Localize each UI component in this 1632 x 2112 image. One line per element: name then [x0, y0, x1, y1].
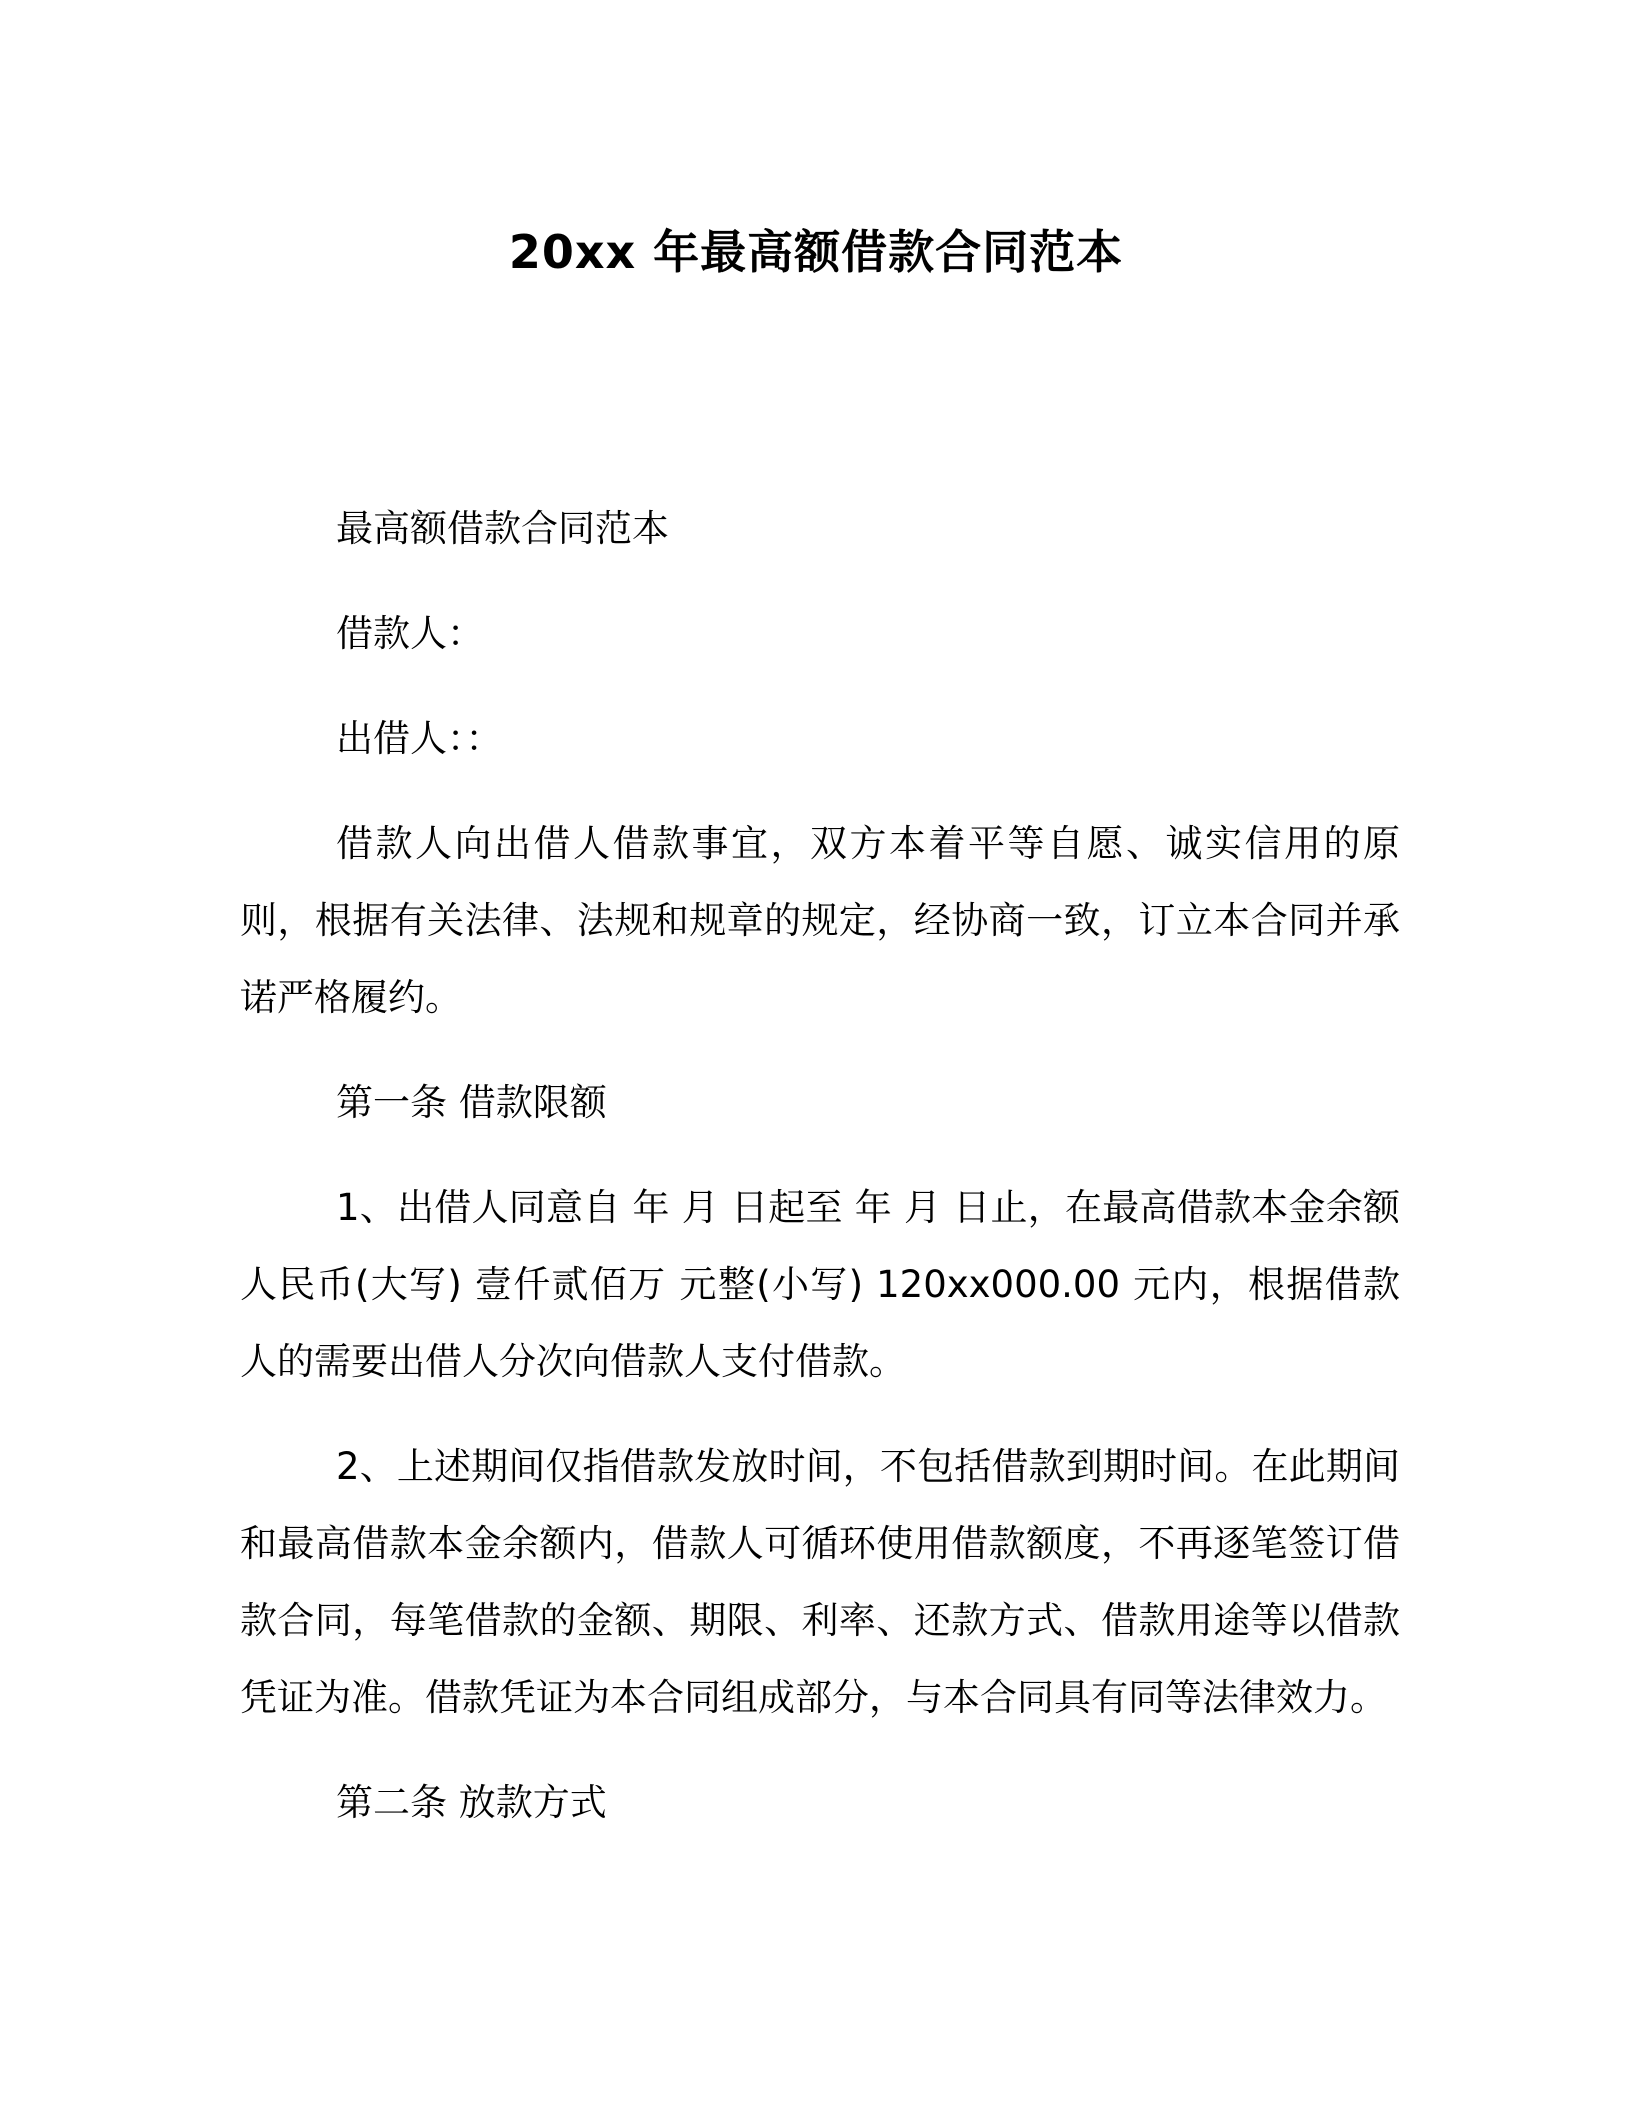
document-body	[240, 490, 1400, 1869]
preamble-paragraph: 借款人向出借人借款事宜，双方本着平等自愿、诚实信用的原则，根据有关法律、法规和规章的规定，经协商一致，订立本合同并承诺严格履约。	[240, 822, 1400, 1019]
document-title: 20xx 年最高额借款合同范本	[508, 225, 1124, 279]
article-1-clause-1: 1、出借人同意自 年 月 日起至 年 月 日止，在最高借款本金余额人民币(大写) 壹仟贰佰万 元整(小写) 120xx000.00 元内，根据借款人的需要出借人分次向借款人支付借款。	[240, 1186, 1400, 1383]
article-2-heading: 第二条 放款方式	[336, 1781, 607, 1824]
article-1-clause-2: 2、上述期间仅指借款发放时间，不包括借款到期时间。在此期间和最高借款本金余额内，借款人可循环使用借款额度，不再逐笔签订借款合同，每笔借款的金额、期限、利率、还款方式、借款用途等以借款凭证为准。借款凭证为本合同组成部分，与本合同具有同等法律效力。	[240, 1445, 1400, 1719]
borrower-label: 借款人：	[336, 612, 484, 655]
contract-subtitle: 最高额借款合同范本	[336, 507, 669, 550]
article-1-heading: 第一条 借款限额	[336, 1081, 607, 1124]
lender-label: 出借人：：	[336, 717, 503, 760]
